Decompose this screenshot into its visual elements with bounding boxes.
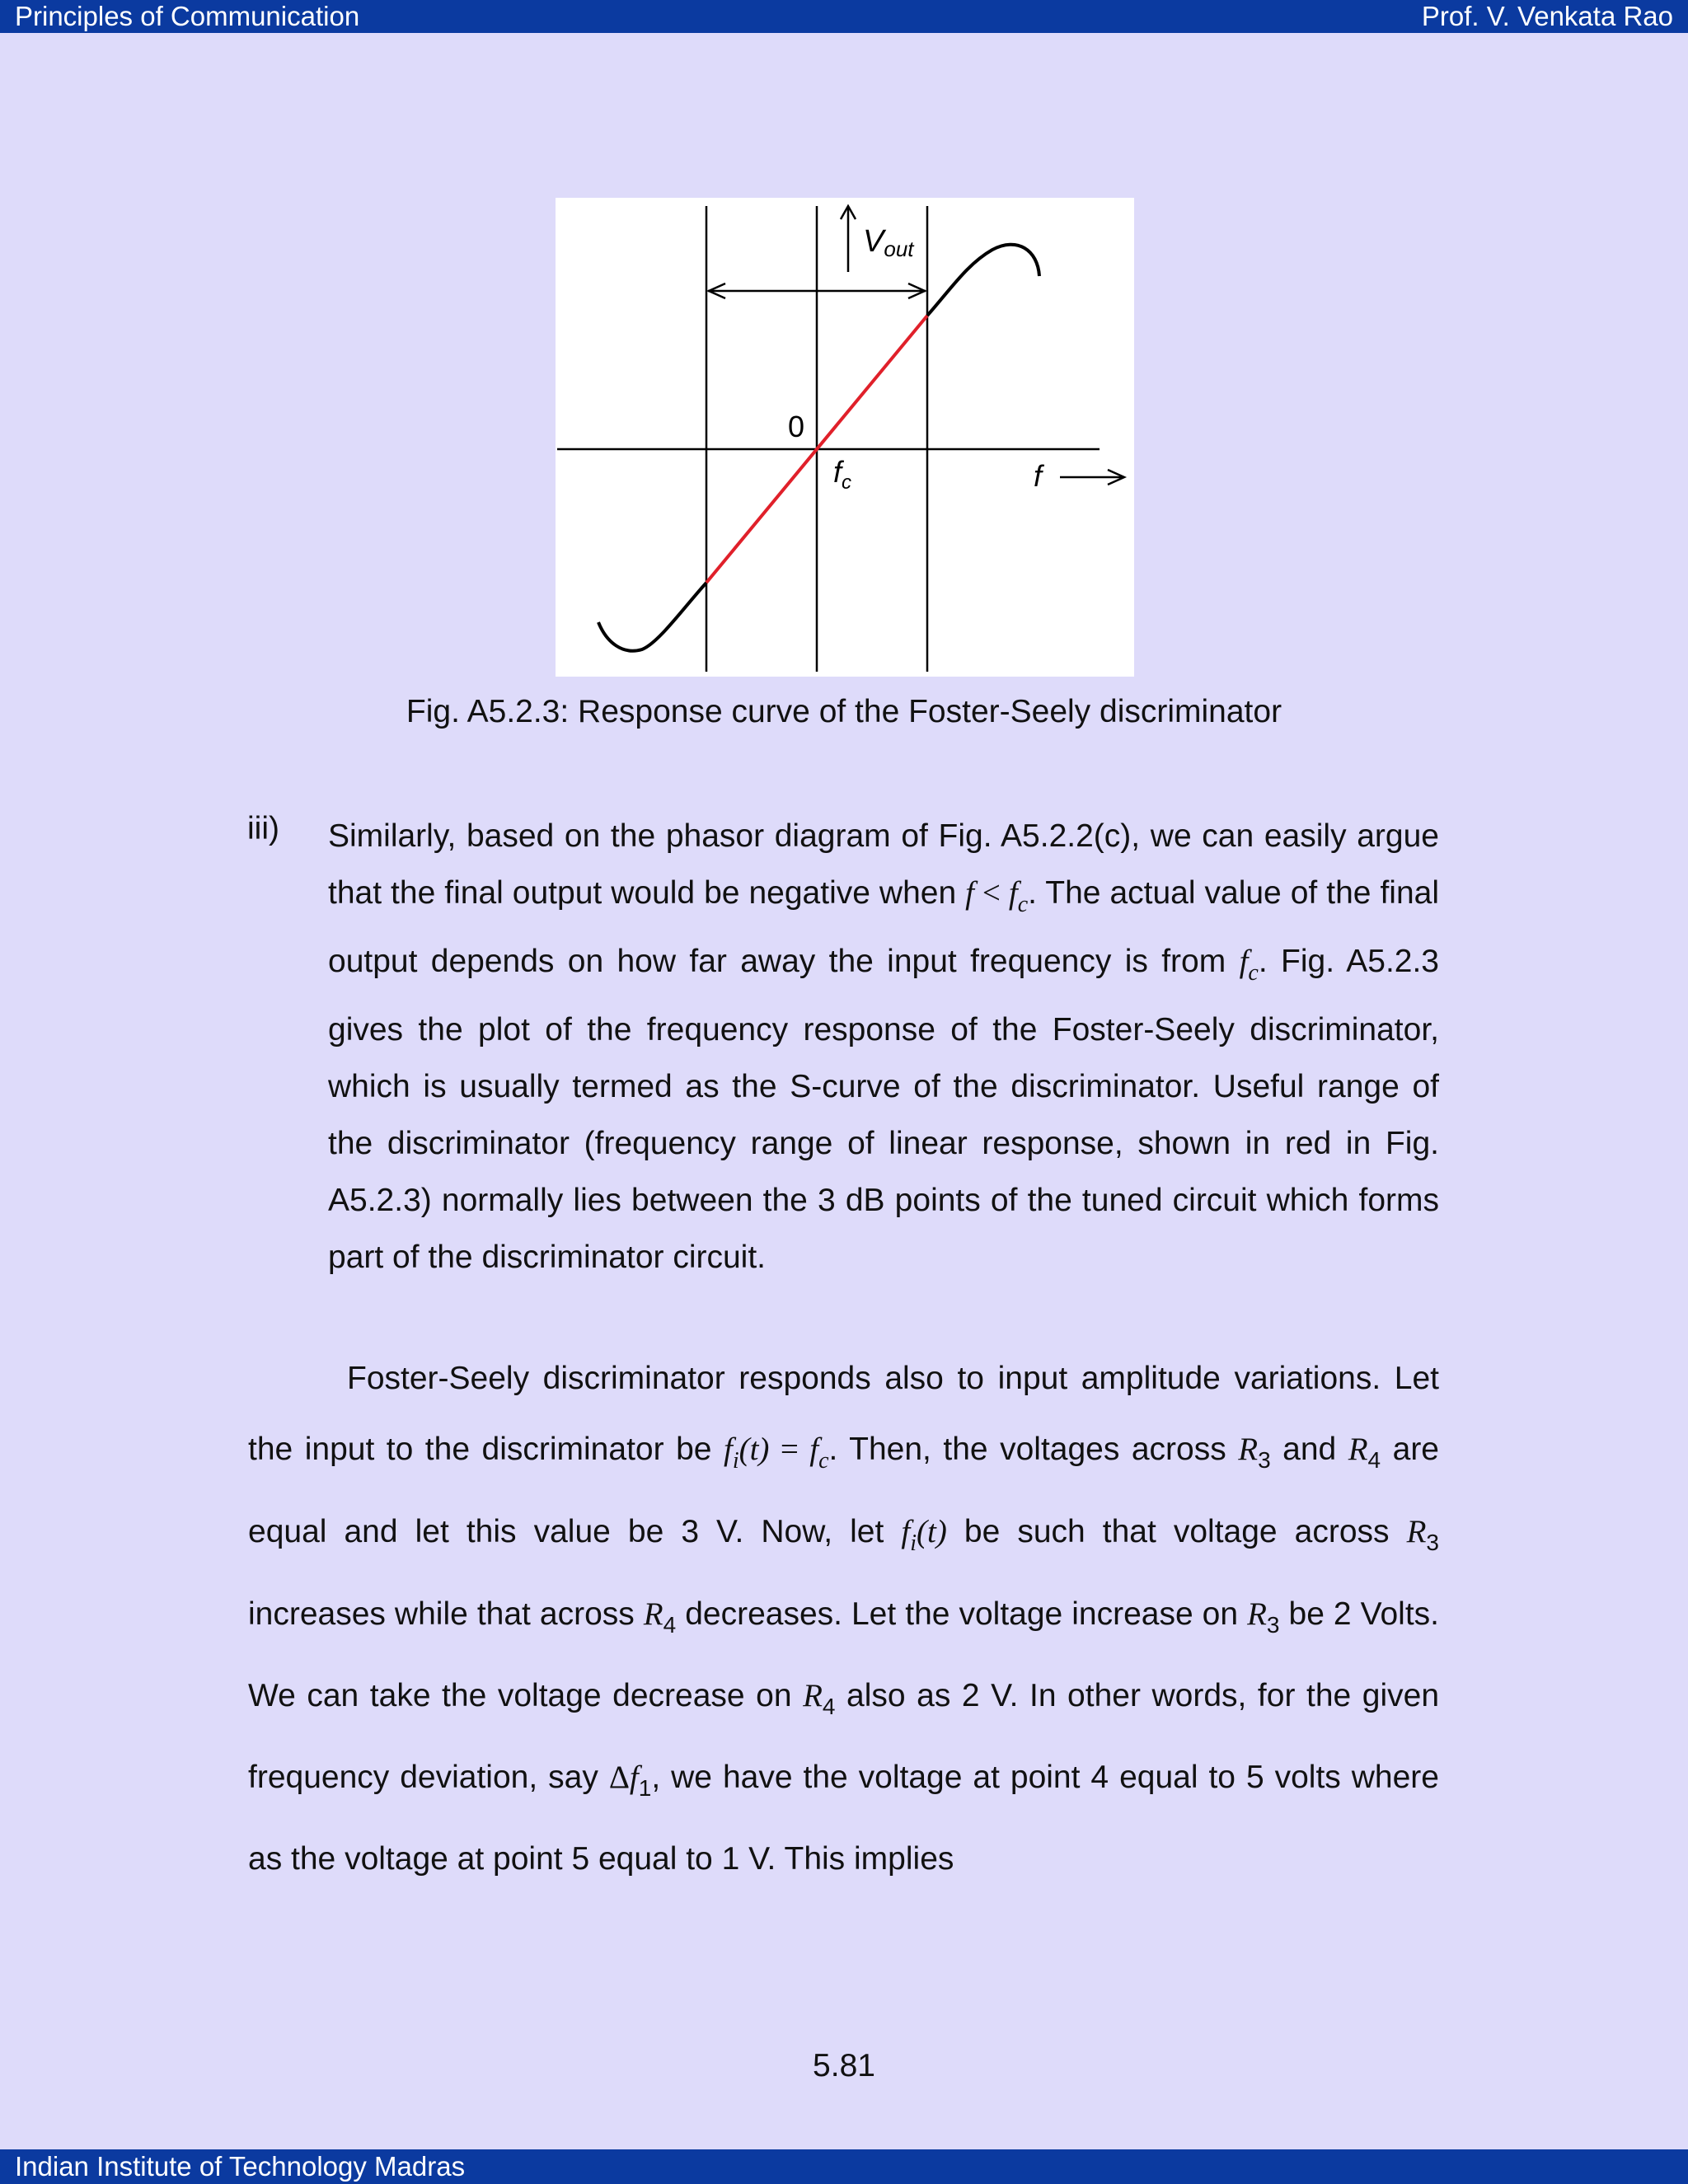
page-number: 5.81	[813, 2048, 875, 2083]
vout-label: Vout	[863, 224, 914, 261]
footer-bar	[0, 2149, 1688, 2184]
author-name: Prof. V. Venkata Rao	[1421, 1, 1673, 31]
figure-caption: Fig. A5.2.3: Response curve of the Foster-Seely discriminator	[406, 694, 1282, 729]
institute-name: Indian Institute of Technology Madras	[15, 2151, 466, 2182]
s-curve-lower-bend	[598, 583, 706, 651]
paragraph-item-iii: Similarly, based on the phasor diagram of Fig. A5.2.2(c), we can easily argue that the final output would be negative when $f < f_c$. The actual value of the final output depends on how far away the input frequency is from $f_c$. Fig. A5.2.3 gives the plot of the frequency response of the Foster-Seely discriminator, which is usually termed as the S-curve of the discriminator. Useful range of the discriminator (frequency range of linear response, shown in red in Fig. A5.2.3) normally lies between the 3 dB points of the tuned circuit which forms part of the discriminator circuit.	[328, 818, 1440, 1275]
header-bar	[0, 0, 1688, 33]
list-item-number: iii)	[247, 811, 279, 846]
paragraph-amplitude-variation: Foster-Seely discriminator responds also to input amplitude variations. Let the input to the discriminator be $f_i(t) = f_c$. Then, the voltages across $R_3$ and $R_4$ are equal and let this value be 3 V. Now, let $f_i(t)$ be such that voltage across $R_3$ increases while that across $R_4$ decreases. Let the voltage increase on $R_3$ be 2 Volts. We can take the voltage decrease on $R_4$ also as 2 V. In other words, for the given frequency deviation, say $\Delta f_1$, we have the voltage at point 4 equal to 5 volts where as the voltage at point 5 equal to 1 V. This implies	[248, 1361, 1440, 1877]
s-curve-diagram	[556, 198, 1134, 677]
course-title: Principles of Communication	[15, 1, 360, 31]
s-curve-upper-bend	[927, 245, 1039, 316]
response-curve-figure	[556, 198, 1134, 677]
fc-label: $f_c$	[833, 455, 852, 494]
origin-label: 0	[788, 410, 805, 443]
f-axis-label: f	[1034, 459, 1043, 493]
